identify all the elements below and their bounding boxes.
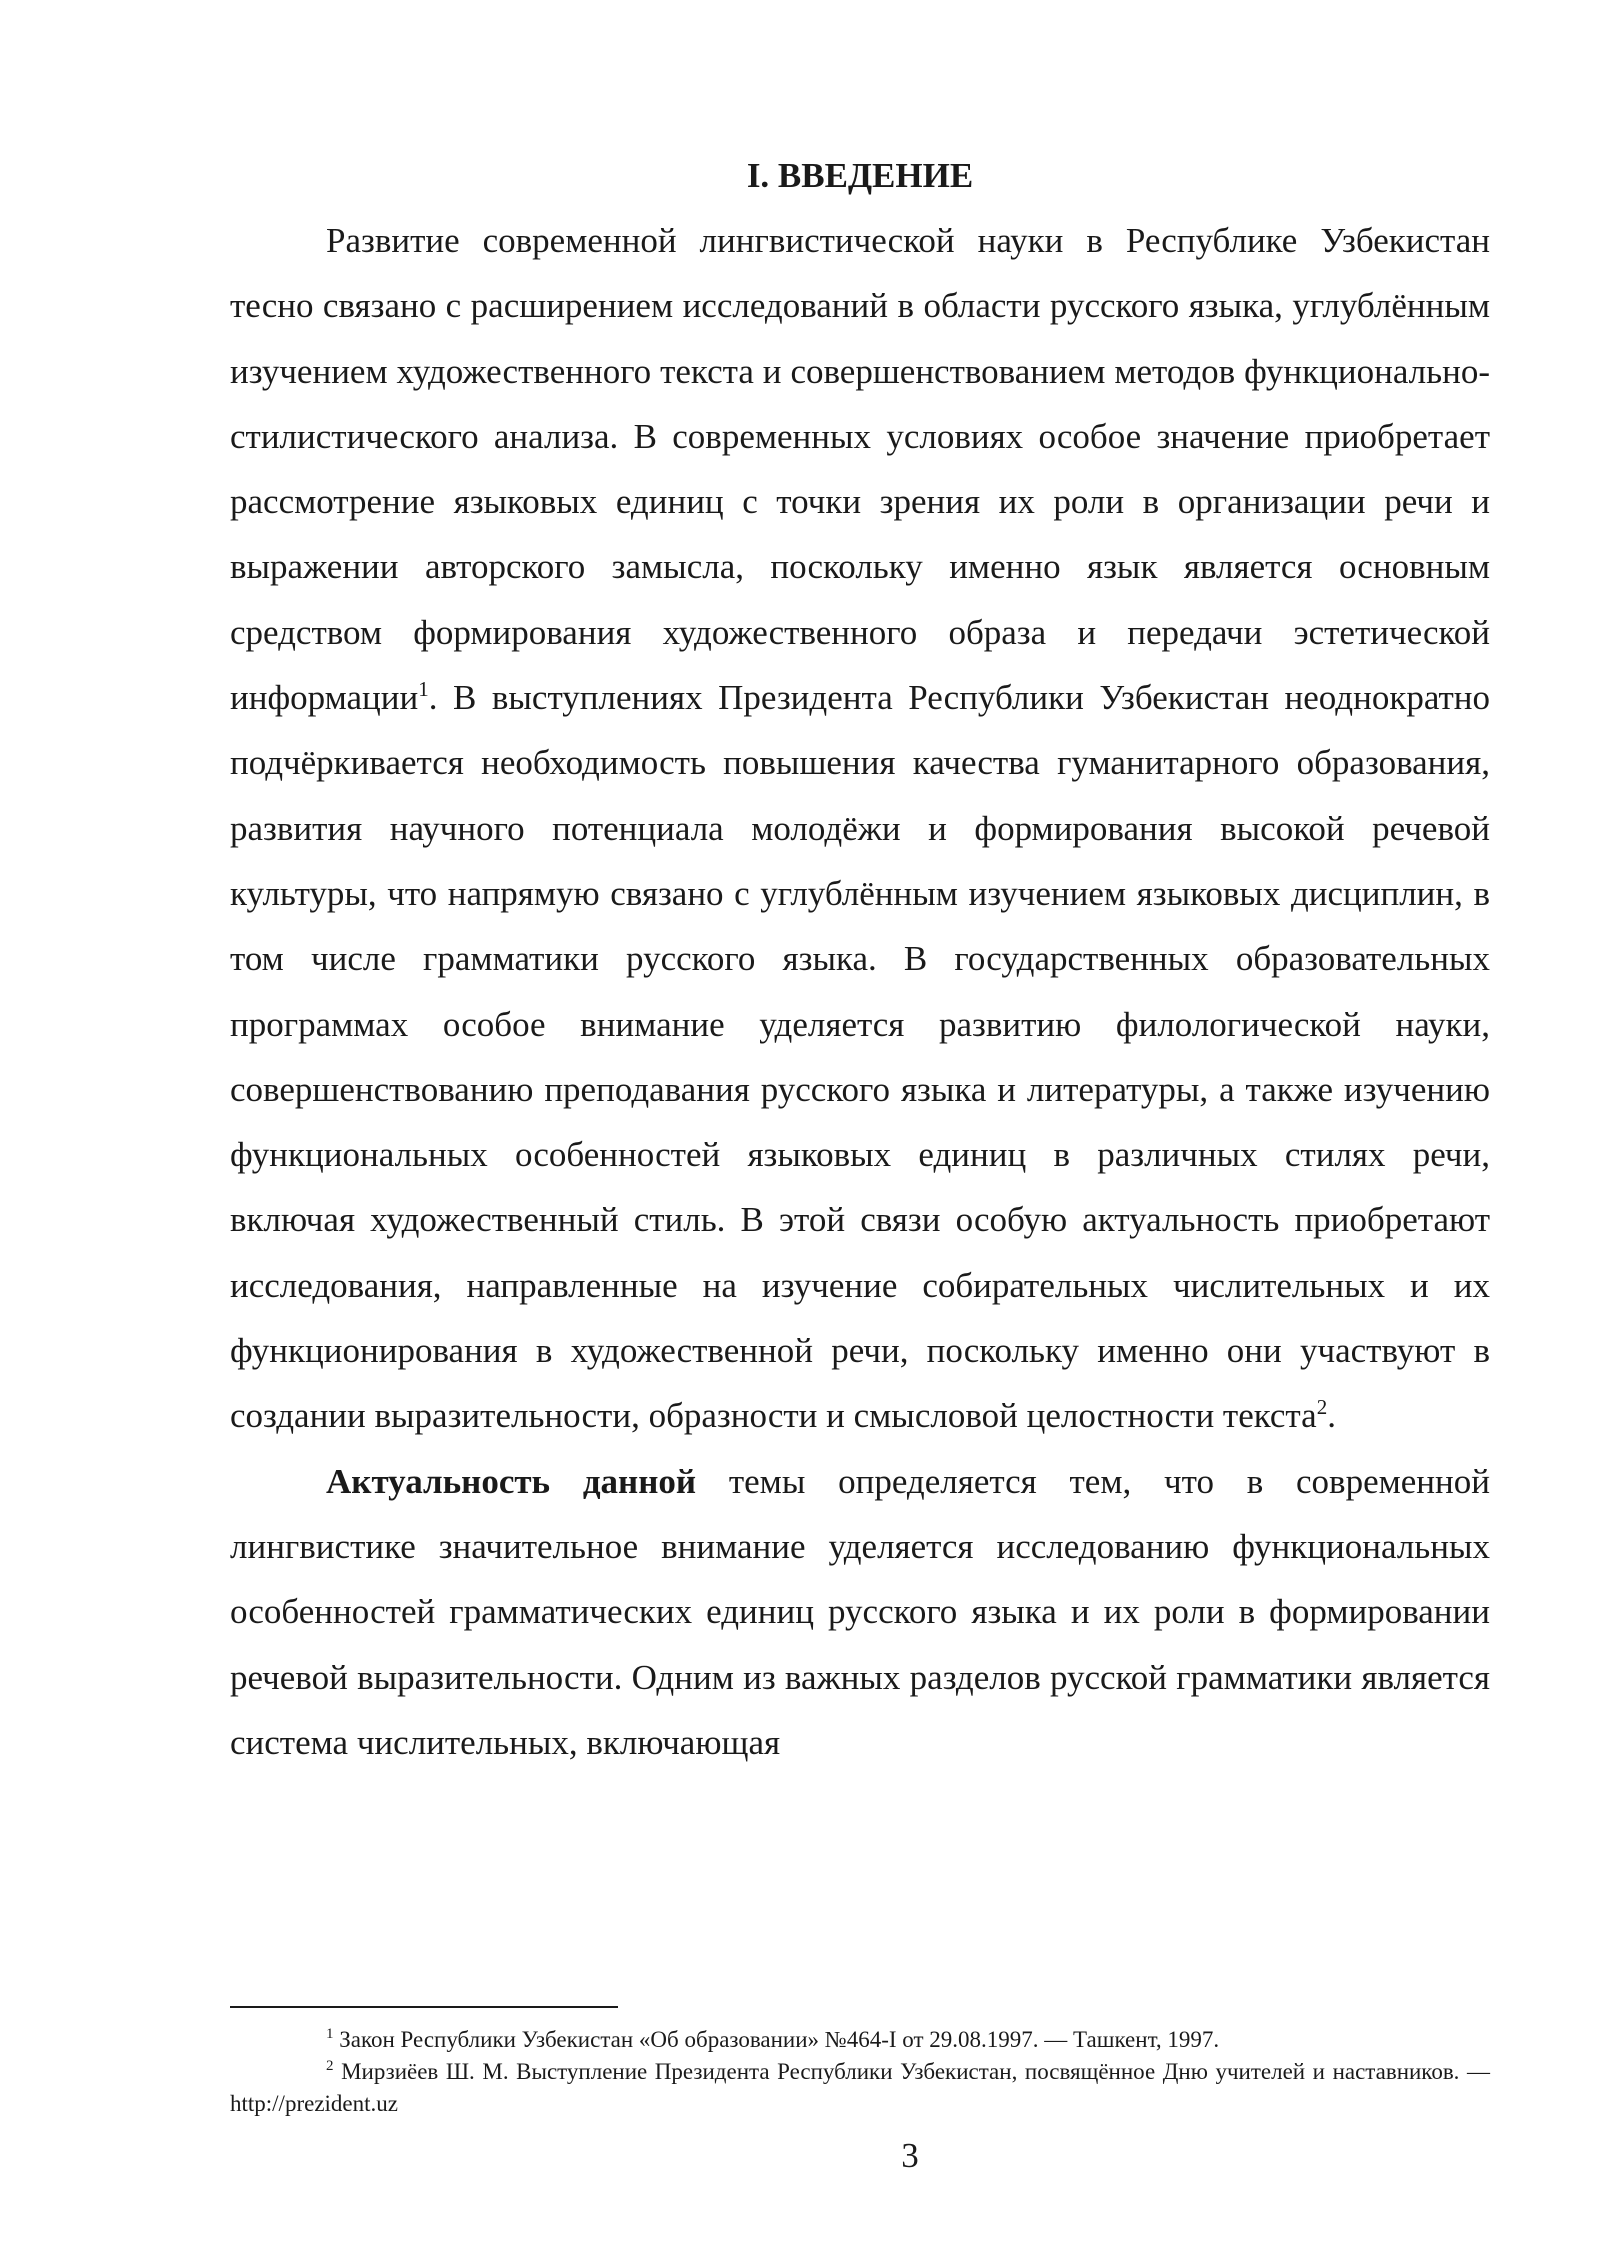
footnote-reference: 2 bbox=[1316, 1395, 1328, 1420]
footnote bbox=[230, 2024, 1490, 2056]
footnote-reference: 1 bbox=[418, 677, 429, 702]
footnote bbox=[230, 2056, 1490, 2120]
section-heading: I. ВВЕДЕНИЕ bbox=[746, 156, 974, 195]
footnote-text: Мирзиёев Ш. М. Выступление Президента Республики Узбекистан, посвящённое Дню учителей и наставников. — http://prezident.uz bbox=[230, 2059, 1490, 2116]
paragraph-text: . В выступлениях Президента Республики Узбекистан неоднократно подчёркивается необходимость повышения качества гуманитарного образования, развития научного потенциала молодёжи и формирования высокой речевой культуры, что напрямую связано с углублённым изучением языковых дисциплин, в том числе грамматики русского языка. В государственных образовательных программах особое внимание уделяется развитию филологической науки, совершенствованию преподавания русского языка и литературы, а также изучению функциональных особенностей языковых единиц в различных стилях речи, включая художественный стиль. В этой связи особую актуальность приобретают исследования, направленные на изучение собирательных числительных и их функционирования в художественной речи, поскольку именно они участвуют в создании выразительности, образности и смысловой целостности текста bbox=[230, 678, 1490, 1436]
footnote-number: 2 bbox=[326, 2058, 334, 2074]
footnote-separator bbox=[230, 2006, 618, 2008]
footnote-number: 1 bbox=[326, 2026, 334, 2042]
paragraph-relevance bbox=[230, 1449, 1490, 1775]
paragraph-text: темы определяется тем, что в современной лингвистике значительное внимание уделяется исследованию функциональных особенностей грамматических единиц русского языка и их роли в формировании речевой выразительности. Одним из важных разделов русской грамматики является система числительных, включающая bbox=[230, 1461, 1490, 1762]
paragraph-text: Развитие современной лингвистической науки в Республике Узбекистан тесно связано с расширением исследований в области русского языка, углублённым изучением художественного текста и совершенствованием методов функционально-стилистического анализа. В современных условиях особое значение приобретает рассмотрение языковых единиц с точки зрения их роли в организации речи и выражении авторского замысла, поскольку именно язык является основным средством формирования художественного образа и передачи эстетической информации bbox=[230, 221, 1490, 718]
footnotes bbox=[230, 2024, 1490, 2120]
paragraph-introduction bbox=[230, 208, 1490, 1449]
bold-lead-phrase: Актуальность данной bbox=[326, 1461, 697, 1501]
body-text bbox=[230, 208, 1490, 1775]
paragraph-text: . bbox=[1327, 1396, 1336, 1436]
page-number: 3 bbox=[901, 2136, 919, 2175]
footnote-text: Закон Республики Узбекистан «Об образовании» №464-I от 29.08.1997. — Ташкент, 1997. bbox=[333, 2027, 1220, 2052]
